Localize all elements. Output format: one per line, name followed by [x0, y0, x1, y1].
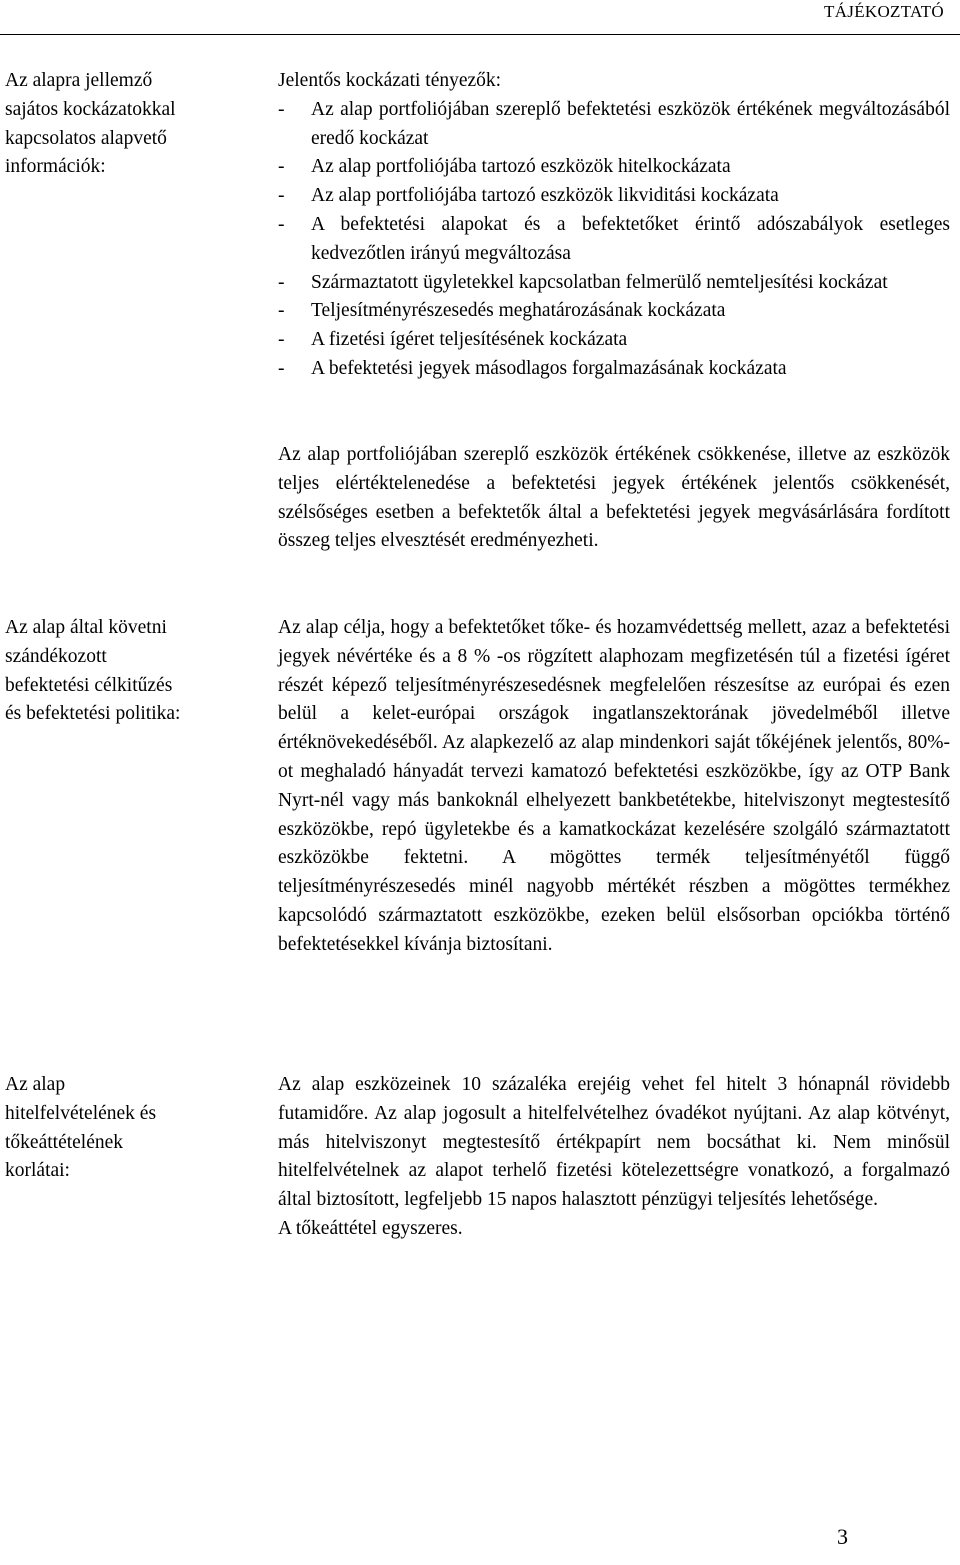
policy-section-label [5, 614, 245, 729]
label-line: korlátai: [5, 1160, 70, 1182]
policy-section-content [278, 614, 950, 960]
risk-section-label [5, 67, 245, 182]
credit-paragraph: Az alap eszközeinek 10 százaléka erejéig vehet fel hitelt 3 hónapnál rövidebb futamidőre. Az alap jogosult a hitelfelvételhez óvadékot nyújtani. Az alap kötvényt, más hitelviszonyt megtestesítő értékpapírt nem bocsáthat ki. Nem minősül hitelfelvételnek az alapot terhelő fizetési kötelezettségre vonatkozó, a forgalmazó által biztosított, legfeljebb 15 napos halasztott pénzügyi teljesítés lehetősége. [278, 1074, 950, 1211]
page-number: 3 [837, 1524, 848, 1549]
label-line: Az alap által követni [5, 617, 167, 638]
label-line: tőkeáttételének [5, 1131, 124, 1153]
risk-paragraph-block [278, 441, 950, 556]
list-item: - Teljesítményrészesedés meghatározásának kockázata [278, 297, 950, 326]
label-line: hitelfelvételének és [5, 1102, 157, 1124]
list-item: - A befektetési jegyek másodlagos forgalmazásának kockázata [278, 355, 950, 384]
risk-paragraph: Az alap portfoliójában szereplő eszközök értékének csökkenése, illetve az eszközök teljes elértéktelenedése a befektetési jegyek értékének jelentős csökkenését, szélsőséges esetben a befektetők által a befektetési jegyek megvásárlására fordított összeg teljes elvesztését eredményezheti. [278, 444, 950, 552]
label-line: információk: [5, 156, 106, 178]
credit-section-content [278, 1071, 950, 1244]
label-line: kapcsolatos alapvető [5, 127, 167, 149]
header-label: TÁJÉKOZTATÓ [824, 2, 944, 21]
list-item: - Az alap portfoliójába tartozó eszközök likviditási kockázata [278, 182, 950, 211]
leverage-note: A tőkeáttétel egyszeres. [278, 1217, 463, 1239]
list-item: - Származtatott ügyletekkel kapcsolatban felmerülő nemteljesítési kockázat [278, 269, 950, 298]
label-line: Az alap [5, 1074, 66, 1095]
risk-section-content [278, 67, 950, 384]
list-item: - Az alap portfoliójába tartozó eszközök hitelkockázata [278, 153, 950, 182]
label-line: befektetési célkitűzés [5, 674, 173, 696]
list-item: - Az alap portfoliójában szereplő befektetési eszközök értékének megváltozásából eredő kockázat [278, 96, 950, 154]
label-line: sajátos kockázatokkal [5, 98, 176, 120]
header-rule [0, 34, 960, 35]
label-line: Az alapra jellemző [5, 70, 153, 91]
label-line: és befektetési politika: [5, 703, 181, 725]
list-item: - A fizetési ígéret teljesítésének kockázata [278, 326, 950, 355]
label-line: szándékozott [5, 645, 107, 667]
risk-factors-title: Jelentős kockázati tényezők: [278, 70, 502, 91]
policy-paragraph: Az alap célja, hogy a befektetőket tőke- és hozamvédettség mellett, azaz a befektetési jegyek névértéke és a 8 % -os rögzített alaphozam megfizetésén túl a fizetési ígéret részét képező teljesítményrészesedésnek megfelelően részesítse az európai és ezen belül a kelet-európai országok ingatlanszektorának jövedelméből illetve értéknövekedéséből. Az alapkezelő az alap mindenkori saját tőkéjének jelentős, 80%-ot meghaladó hányadát tervezi kamatozó befektetési eszközökbe, így az OTP Bank Nyrt-nél vagy más bankoknál elhelyezett bankbetétekbe, hitelviszonyt megtestesítő eszközökbe, repó ügyletekbe és a kamatkockázat kezelésére szolgáló származtatott eszközökbe fektetni. A mögöttes termék teljesítményétől függő teljesítményrészesedés minél nagyobb mértékét részben a mögöttes termékhez kapcsolódó származtatott eszközökbe, ezeken belül elsősorban opciókba történő befektetésekkel kívánja biztosítani. [278, 617, 950, 955]
list-item: - A befektetési alapokat és a befektetőket érintő adószabályok esetleges kedvezőtlen irányú megváltozása [278, 211, 950, 269]
credit-section-label [5, 1071, 245, 1186]
risk-factors-list [278, 96, 950, 384]
